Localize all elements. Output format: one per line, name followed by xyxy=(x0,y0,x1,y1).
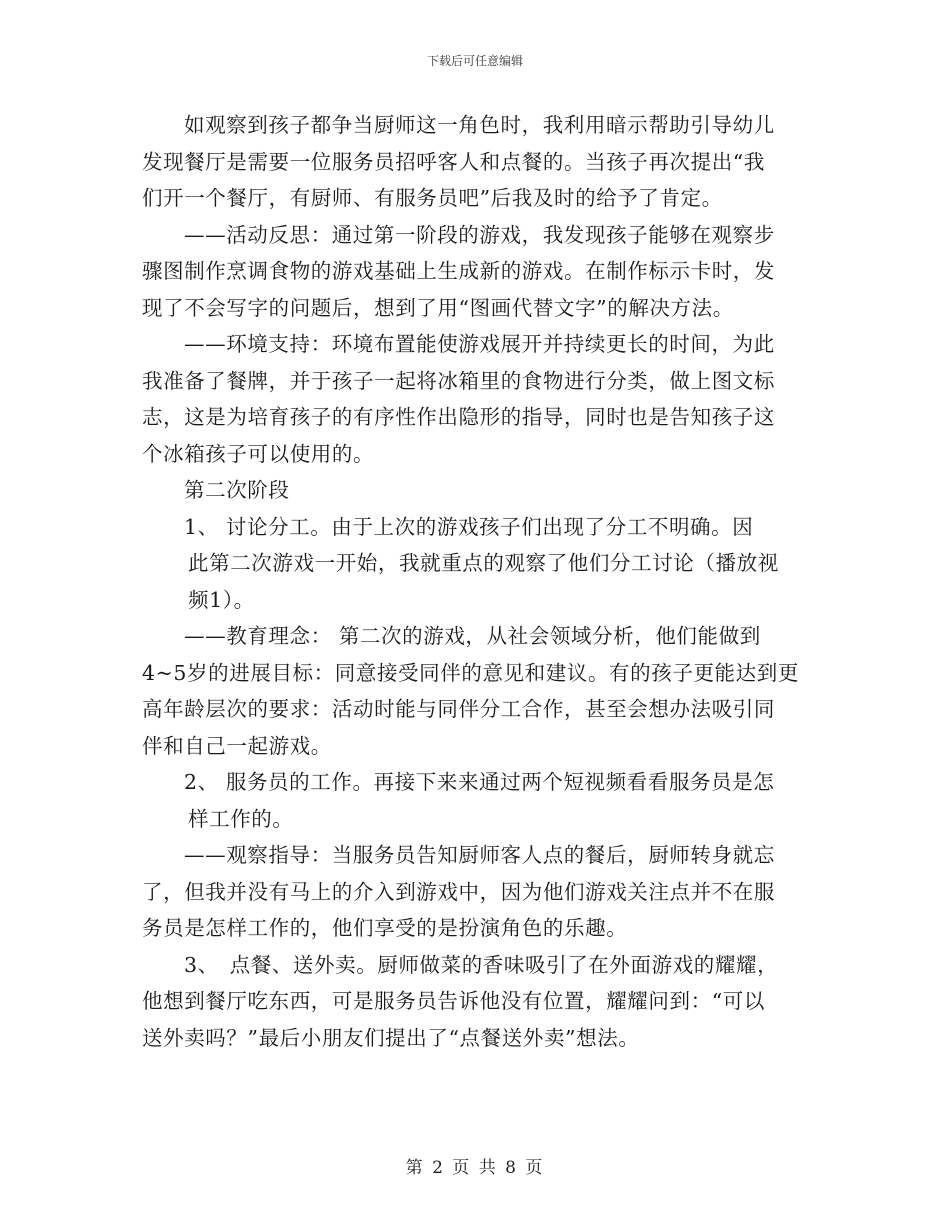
text-line: 他想到餐厅吃东西，可是服务员告诉他没有位置，耀耀问到：“可以 xyxy=(142,989,765,1013)
text-line: 样工作的。 xyxy=(188,806,294,831)
text-line: 高年龄层次的要求：活动时能与同伴分工合作，甚至会想办法吸引同 xyxy=(142,697,775,721)
text-line: 现了不会写字的问题后，想到了用“图画代替文字”的解决方法。 xyxy=(142,295,734,320)
text-line: 务员是怎样工作的，他们享受的是扮演角色的乐趣。 xyxy=(142,916,628,940)
text-line: 频1）。 xyxy=(188,587,255,612)
text-line: ——活动反思：通过第一阶段的游戏，我发现孩子能够在观察步 xyxy=(184,222,775,247)
text-line: 骤图制作烹调食物的游戏基础上生成新的游戏。在制作标示卡时，发 xyxy=(142,259,775,283)
text-line: 们开一个餐厅，有厨师、有服务员吧”后我及时的给予了肯定。 xyxy=(142,186,723,210)
text-line: 此第二次游戏一开始，我就重点的观察了他们分工讨论（播放视 xyxy=(188,551,779,575)
page-header: 下载后可任意编辑 xyxy=(426,54,523,68)
text-line: 2、 服务员的工作。再接下来来通过两个短视频看看服务员是怎 xyxy=(184,770,775,794)
text-line: 伴和自己一起游戏。 xyxy=(142,733,332,758)
text-line: 3、 点餐、送外卖。厨师做菜的香味吸引了在外面游戏的耀耀， xyxy=(184,952,779,977)
page-footer: 第 2 页 共 8 页 xyxy=(405,1158,545,1178)
text-line: 个冰箱孩子可以使用的。 xyxy=(142,441,375,466)
text-line: 第二次阶段 xyxy=(184,478,290,502)
text-line: 了，但我并没有马上的介入到游戏中，因为他们游戏关注点并不在服 xyxy=(142,879,775,904)
text-line: 1、 讨论分工。由于上次的游戏孩子们出现了分工不明确。因 xyxy=(184,514,754,539)
text-line: 4~5岁的进展目标：同意接受同伴的意见和建议。有的孩子更能达到更 xyxy=(142,660,799,685)
text-line: ——观察指导：当服务员告知厨师客人点的餐后，厨师转身就忘 xyxy=(184,843,775,867)
text-line: ——教育理念： 第二次的游戏，从社会领域分析，他们能做到 xyxy=(184,624,761,648)
text-line: 送外卖吗？”最后小朋友们提出了“点餐送外卖”想法。 xyxy=(142,1025,640,1050)
document-body xyxy=(142,107,812,1056)
text-line: 我准备了餐牌，并于孩子一起将冰箱里的食物进行分类，做上图文标 xyxy=(142,368,775,393)
text-line: ——环境支持：环境布置能使游戏展开并持续更长的时间，为此 xyxy=(184,332,775,356)
text-line: 如观察到孩子都争当厨师这一角色时，我利用暗示帮助引导幼儿 xyxy=(184,113,775,137)
text-line: 志，这是为培育孩子的有序性作出隐形的指导，同时也是告知孩子这 xyxy=(142,405,775,429)
text-line: 发现餐厅是需要一位服务员招呼客人和点餐的。当孩子再次提出“我 xyxy=(142,149,765,174)
